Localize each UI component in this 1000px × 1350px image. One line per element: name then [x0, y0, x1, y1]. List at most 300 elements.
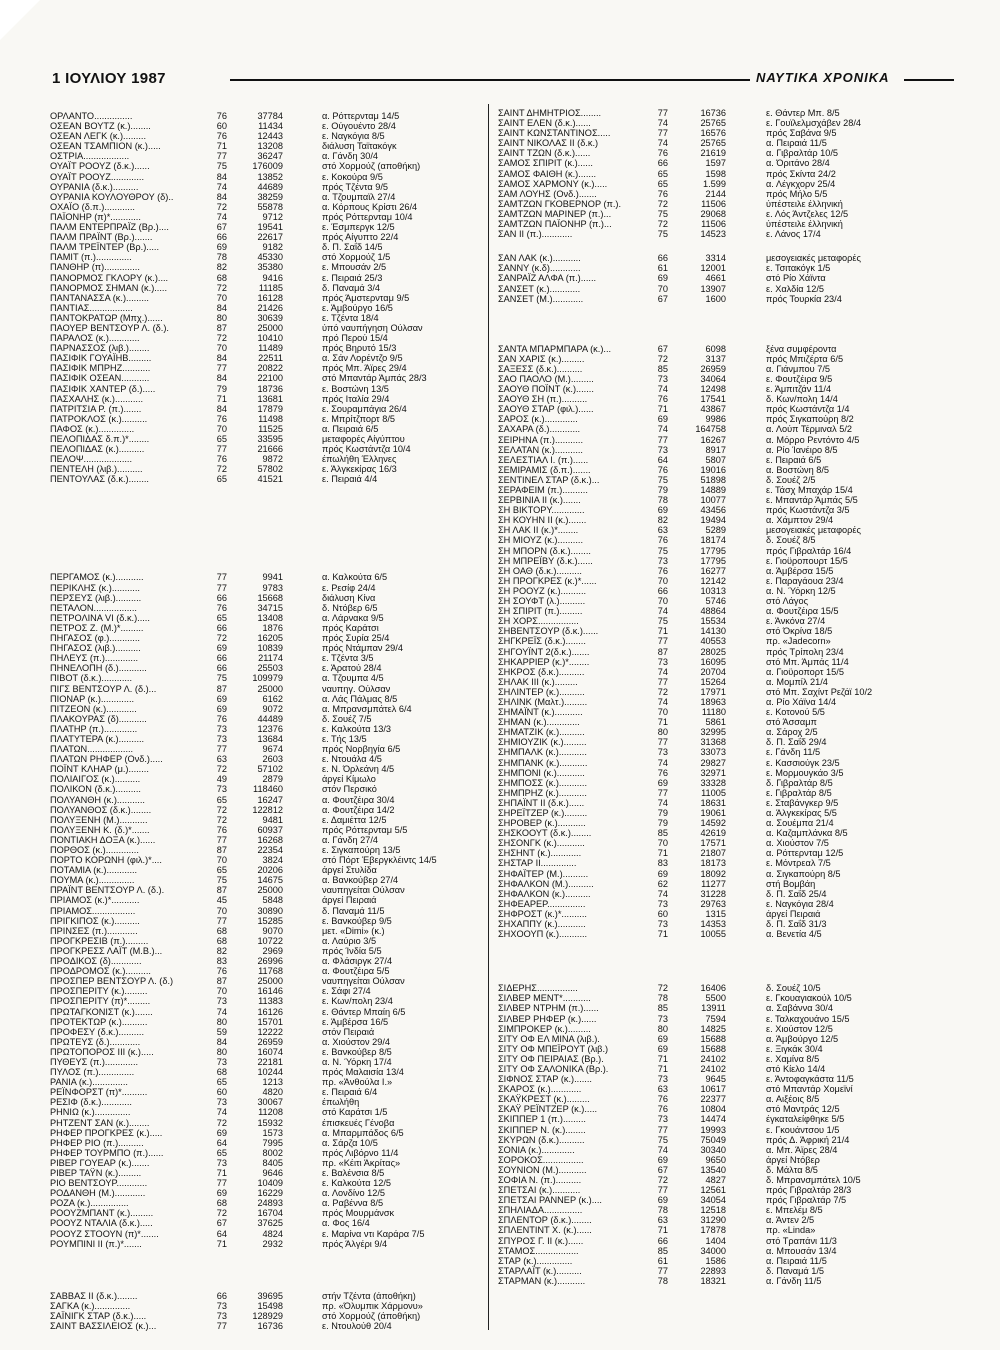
- build-year: 74: [216, 211, 227, 222]
- ship-row: [498, 384, 960, 394]
- ship-name: ΣΙΤΥ ΟΦ ΜΠΕΪΡΟΥΤ (λιβ.): [498, 1043, 609, 1054]
- ship-row: [50, 633, 480, 643]
- tonnage: 21426: [257, 302, 283, 313]
- tonnage: 19993: [700, 1124, 726, 1135]
- tonnage: 20822: [257, 363, 283, 374]
- ship-name: ΠΡΙΝΣΕΣ (π.)............: [50, 925, 138, 936]
- build-year: 77: [657, 676, 668, 687]
- ship-status: έπωλήθη: [322, 1097, 360, 1108]
- tonnage: 24102: [700, 1063, 726, 1074]
- ship-name: ΠΡΟΓΚΡΕΣΙΒ (π.).........: [50, 935, 149, 946]
- ship-status: πρός Σκίντα 24/2: [766, 168, 836, 179]
- build-year: 69: [216, 1127, 227, 1138]
- build-year: 70: [657, 707, 668, 718]
- build-year: 70: [657, 838, 668, 849]
- tonnage: 3314: [705, 253, 726, 264]
- ship-status: στό Άσσαμπ: [766, 717, 817, 728]
- ship-status: πρός Άλγέρι 9/4: [322, 1238, 388, 1249]
- build-year: 74: [657, 666, 668, 677]
- tonnage: 14889: [700, 485, 726, 495]
- build-year: 61: [657, 263, 668, 274]
- ship-name: ΣΤΑΡΛΑΪΤ (κ.)..........: [498, 1265, 582, 1276]
- ship-status: άργεί Ντόβερ: [766, 1154, 820, 1165]
- ship-name: ΣΑΞΕΣΣ (δ.κ.)..........: [498, 363, 583, 374]
- ship-status: ε. Βανκούβερ 8/5: [322, 1046, 392, 1057]
- ship-row: [50, 885, 480, 895]
- build-year: 74: [657, 696, 668, 707]
- ship-row: [498, 808, 960, 818]
- build-year: 66: [216, 592, 227, 603]
- ship-status: α. Χιούστον 7/5: [766, 838, 829, 849]
- ship-name: ΠΟΛΙΚΟΝ (δ.κ.)..........: [50, 784, 141, 795]
- ship-name: ΣΗ ΚΟΥΗΝ ΙΙ (κ.).......: [498, 515, 587, 526]
- ship-status: α. Ν. Ύόρκη 17/4: [322, 1056, 392, 1067]
- ship-name: ΠΡΩΤΟΠΟΡΟΣ III (κ.).....: [50, 1046, 154, 1057]
- ship-row: [498, 284, 960, 294]
- ship-name: ΟΥΡΑΝΙΑ ΚΟΥΛΟΥΘΡΟΥ (δ)..: [50, 191, 174, 202]
- tonnage: 43867: [700, 404, 726, 415]
- build-year: 63: [657, 525, 668, 536]
- ship-row: [498, 687, 960, 697]
- ship-name: ΣΑΝΤΑ ΜΠΑΡΜΠΑΡΑ (κ.)...: [498, 343, 612, 354]
- ship-name: ΣΤΑΡ (κ.)..............: [498, 1255, 573, 1266]
- tonnage: 26959: [257, 1036, 283, 1047]
- tonnage: 11180: [701, 707, 726, 718]
- build-year: 72: [216, 814, 227, 825]
- ship-status: στό Καράτσι 1/5: [322, 1107, 388, 1118]
- build-year: 77: [657, 1185, 668, 1196]
- tonnage: 31290: [700, 1215, 726, 1226]
- build-year: 73: [657, 747, 668, 758]
- ship-status: ε. Παραγάουα 23/4: [766, 575, 844, 586]
- ship-row: [498, 899, 960, 909]
- ship-name: ΠΙΓΣ ΒΕΝΤΣΟΥΡ Λ. (δ.)...: [50, 683, 157, 694]
- ship-status: ε. Τής 13/5: [322, 733, 367, 744]
- ship-status: ε. Έσμπεργκ 12/5: [322, 222, 395, 233]
- ship-name: ΠΛΑΤΩΝ..................: [50, 744, 134, 755]
- ship-row: [498, 515, 960, 525]
- tonnage: 176009: [252, 161, 283, 172]
- ship-status: α. Φουτζέιρα 14/2: [322, 804, 395, 815]
- build-year: 59: [216, 1026, 227, 1037]
- ship-status: α. Σάρζα 10/5: [322, 1137, 378, 1148]
- build-year: 72: [216, 764, 227, 775]
- ship-name: ΠΕΛΟΠΙΔΑΣ (κ.)..........: [50, 444, 145, 455]
- ship-name: ΣΗΜΠΑΝΚ (κ.)...........: [498, 757, 588, 768]
- ship-status: ε. Γκουαγιακούλ 10/5: [766, 993, 852, 1004]
- ship-row: [50, 212, 480, 222]
- ship-status: ε. Άμβούργο 16/5: [322, 302, 393, 313]
- ship-status: α. Σουέμπα 21/4: [766, 818, 834, 829]
- ship-name: ΠΟΛΥΑΝΘΗ (κ.)...........: [50, 794, 145, 805]
- tonnage: 16736: [700, 108, 726, 118]
- ship-name: ΣΑΪΝΙΓΚ ΣΤΑΡ (δ.κ.).....: [50, 1310, 147, 1321]
- ship-status: πρός Τουρκία 23/4: [766, 293, 842, 304]
- ship-name: ΠΡΟΣΠΕΡΙΤΥ (κ.).........: [50, 986, 148, 997]
- ship-row: [498, 1195, 960, 1205]
- ship-status: ξένα συμφέροντα: [766, 343, 837, 354]
- build-year: 76: [657, 148, 668, 159]
- ship-status: στό Ρίο Χάϊντα: [766, 273, 826, 284]
- ship-status: ε. Βοστώνη 13/5: [322, 383, 389, 394]
- ship-row: [50, 111, 480, 121]
- build-year: 72: [216, 633, 227, 644]
- build-year: 82: [216, 262, 227, 273]
- ship-row: [50, 283, 480, 293]
- ship-row: [50, 704, 480, 714]
- ship-status: α. Αιξέοις 8/5: [766, 1094, 820, 1105]
- ship-status: ε. Τσιτακόγκ 1/5: [766, 263, 831, 274]
- ship-status: πρός Μπιζέρτα 6/5: [766, 353, 844, 364]
- ship-status: α. Μπουσάν 13/4: [766, 1245, 837, 1256]
- ship-name: ΠΟΪΝΤ ΚΛΗΑΡ (μ.)........: [50, 764, 149, 775]
- build-year: 83: [216, 956, 227, 967]
- ship-name: ΠΟΛΙΑΙΓΟΣ (κ.)..........: [50, 774, 141, 785]
- ship-status: στό Πόρτ Έβεργκλέιντς 14/5: [322, 855, 437, 866]
- ship-name: ΠΡΟΤΕΚΤΩΡ (κ.)..........: [50, 1016, 148, 1027]
- ship-status: πρός Γιβραλτάρ 7/5: [766, 1195, 847, 1206]
- ship-status: πρός Ιταλία 29/4: [322, 393, 390, 404]
- ship-row: [498, 495, 960, 505]
- tonnage: 6162: [262, 693, 283, 704]
- ship-status: διάλυση Κίνα: [322, 592, 376, 603]
- ship-row: [498, 273, 960, 283]
- ship-name: ΣΑΙΝΤ ΔΗΜΗΤΡΙΟΣ........: [498, 108, 602, 118]
- ship-status: άργεί Πειραιά: [766, 908, 821, 919]
- build-year: 77: [657, 108, 668, 118]
- build-year: 85: [657, 1003, 668, 1014]
- tonnage: 33328: [700, 777, 726, 788]
- ship-status: πρός Βηρυτό 15/3: [322, 343, 397, 354]
- ship-status: στό Μπαντάρ Άμπάς 28/3: [322, 373, 427, 384]
- ship-status: ε. Θάντερ Μπ. 8/5: [766, 108, 840, 118]
- build-year: 45: [216, 895, 227, 906]
- tonnage: 17878: [700, 1225, 726, 1236]
- tonnage: 21807: [700, 848, 726, 859]
- ship-row: [50, 976, 480, 986]
- ship-name: ΣΤΑΡΜΑΝ (κ.)...........: [498, 1275, 586, 1286]
- build-year: 75: [657, 616, 668, 627]
- tonnage: 13852: [257, 171, 283, 182]
- ship-name: ΟΧΑΪΟ (δ.π.)............: [50, 201, 135, 212]
- ship-name: ΣΕΛΑΤΑΝ (κ.)...........: [498, 444, 583, 455]
- ship-row: [50, 1097, 480, 1107]
- build-year: 72: [657, 353, 668, 364]
- build-year: 69: [216, 643, 227, 654]
- build-year: 78: [657, 993, 668, 1004]
- tonnage: 18736: [257, 383, 283, 394]
- tonnage: 22100: [257, 373, 283, 384]
- ship-name: ΣΗΦΡΟΣΤ (κ.)*..........: [498, 908, 587, 919]
- build-year: 63: [657, 1084, 668, 1095]
- build-year: 73: [216, 1300, 227, 1311]
- tonnage: 11489: [258, 343, 283, 354]
- ship-name: ΡΕΣΙΦ (δ.κ.)............: [50, 1097, 132, 1108]
- ship-status: α. Φος 16/4: [322, 1218, 370, 1229]
- ship-name: ΟΥΡΑΝΙΑ (δ.κ.)..........: [50, 181, 139, 192]
- ship-row: [50, 1168, 480, 1178]
- ship-name: ΣΗΧΟΟΥΠ (κ.)...........: [498, 929, 588, 940]
- ship-row: [50, 1321, 480, 1331]
- ship-status: πρός Γιβραλτάρ 28/3: [766, 1185, 852, 1196]
- tonnage: 14474: [700, 1114, 726, 1125]
- ship-row: [498, 219, 960, 229]
- ship-name: ΡΟΟΥΖ ΝΤΑΛΙΑ (δ.κ.).....: [50, 1218, 153, 1229]
- ship-status: πρός Κωστάντζα 3/5: [766, 505, 850, 516]
- ship-name: ΠΑΣΙΦΙΚ ΧΑΝΤΕΡ (δ.).....: [50, 383, 156, 394]
- ship-row: [498, 253, 960, 263]
- ship-name: ΠΡΟΣΠΕΡ ΒΕΝΤΣΟΥΡ Λ. (δ.): [50, 976, 174, 987]
- build-year: 74: [216, 181, 227, 192]
- ship-status: ναυπηγείται Ούλσαν: [322, 885, 405, 896]
- ship-row: [50, 835, 480, 845]
- ship-row: [498, 596, 960, 606]
- ship-row: [498, 919, 960, 929]
- ship-row: [498, 667, 960, 677]
- ship-row: [498, 485, 960, 495]
- ship-row: [498, 657, 960, 667]
- build-year: 76: [657, 565, 668, 576]
- ship-row: [498, 374, 960, 384]
- ship-status: δ. Μπρανσμπάτελ 10/5: [766, 1175, 861, 1185]
- ship-status: α. Λαύριο 3/5: [322, 935, 377, 946]
- ship-status: μετ. «Dimi» (κ.): [322, 925, 385, 936]
- ship-name: ΠΑΣΙΦΙΚ ΓΟΥΑΪΗΒ.........: [50, 353, 152, 364]
- tonnage: 14825: [700, 1023, 726, 1034]
- ship-name: ΟΡΛΑΝΤΟ...............: [50, 111, 133, 121]
- tonnage: 11768: [258, 966, 283, 977]
- tonnage: 18963: [700, 696, 726, 707]
- tonnage: 37784: [257, 111, 283, 121]
- tonnage: 10722: [257, 935, 283, 946]
- ship-name: ΣΗΜΑΝ (κ.).............: [498, 717, 580, 728]
- ship-name: ΠΡΙΑΜΟΣ (κ.)*...........: [50, 895, 140, 906]
- ship-row: [50, 363, 480, 373]
- tonnage: 13911: [701, 1003, 726, 1014]
- tonnage: 51898: [700, 474, 726, 485]
- tonnage: 48864: [700, 606, 726, 617]
- ship-name: ΣΑΙΝΤ ΒΑΣΣΙΛΕΙΟΣ (κ.)...: [50, 1321, 157, 1332]
- ship-row: [498, 697, 960, 707]
- tonnage: 14130: [700, 626, 726, 637]
- build-year: 65: [657, 178, 668, 189]
- build-year: 87: [216, 322, 227, 333]
- ship-name: ΣΕΛΕΣΤΙΑΛ Ι. (π.)......: [498, 454, 589, 465]
- build-year: 83: [657, 858, 668, 869]
- ship-name: ΣΑΒΒΑΣ ΙΙ (δ.κ.)........: [50, 1290, 138, 1301]
- ship-row: [498, 1034, 960, 1044]
- ship-row: [50, 593, 480, 603]
- build-year: 64: [216, 1137, 227, 1148]
- tonnage: 10839: [257, 643, 283, 654]
- tonnage: 18173: [700, 858, 726, 869]
- ship-row: [498, 199, 960, 209]
- build-year: 67: [657, 343, 668, 354]
- ship-row: [498, 869, 960, 879]
- ship-row: [498, 636, 960, 646]
- ship-status: πρ. «Jadecorn»: [766, 636, 831, 647]
- build-year: 68: [216, 272, 227, 283]
- column-divider: [488, 104, 489, 1330]
- ship-status: ε. Λάνος 17/4: [766, 229, 821, 240]
- ship-status: πρός Μήλο 5/5: [766, 188, 828, 199]
- build-year: 75: [657, 474, 668, 485]
- ship-status: δ. Σουέζ 2/5: [766, 474, 816, 485]
- build-year: 82: [657, 515, 668, 526]
- tonnage: 12222: [257, 1026, 283, 1037]
- build-year: 60: [216, 121, 227, 132]
- ship-row: [50, 1291, 480, 1301]
- build-year: 62: [657, 878, 668, 889]
- ship-row: [50, 895, 480, 905]
- tonnage: 1598: [705, 168, 726, 179]
- ship-status: ε. Πειραιά 6/4: [322, 1087, 378, 1098]
- build-year: 69: [657, 777, 668, 788]
- ship-row: [50, 784, 480, 794]
- ship-name: ΠΑΡΑΛΟΣ (κ.)............: [50, 333, 140, 344]
- ship-row: [50, 404, 480, 414]
- ship-row: [498, 606, 960, 616]
- tonnage: 1597: [705, 158, 726, 169]
- build-year: 65: [216, 1077, 227, 1088]
- ship-name: ΣΗΡΟΒΕΡ (κ.)...........: [498, 818, 586, 829]
- ship-name: ΣΗΚΑΡΡΙΕΡ (κ.)*........: [498, 656, 590, 667]
- ship-row: [50, 1107, 480, 1117]
- ship-status: α. Λάρνακα 9/5: [322, 612, 384, 623]
- ship-status: α. Ρίο Ίανέιρο 8/5: [766, 444, 838, 455]
- build-year: 69: [657, 1033, 668, 1044]
- build-year: 73: [657, 1114, 668, 1125]
- ship-name: ΠΙΤΖΕΟΝ (κ.)............: [50, 703, 137, 714]
- ship-row: [50, 926, 480, 936]
- build-year: 84: [216, 171, 227, 182]
- ship-status: στό Μαντράς 12/5: [766, 1104, 840, 1115]
- build-year: 87: [216, 976, 227, 987]
- ship-status: α. Σαβάννα 30/4: [766, 1003, 833, 1014]
- build-year: 69: [216, 693, 227, 704]
- ship-row: [50, 1138, 480, 1148]
- ship-row: [50, 1311, 480, 1321]
- ship-status: μεσογειακές μεταφορές: [766, 253, 861, 264]
- ship-status: ε. Τζέντα 3/5: [322, 653, 374, 664]
- ship-row: [498, 294, 960, 304]
- ship-status: α. Μπρανσμπάτελ 6/4: [322, 703, 412, 714]
- ship-name: ΣΗ ΣΟΥΦΤ (λ.)..........: [498, 596, 586, 607]
- tonnage: 37625: [257, 1218, 283, 1229]
- ship-status: ε. Χαμίνα 8/5: [766, 1053, 820, 1064]
- tonnage: 1404: [705, 1235, 726, 1246]
- ship-row: [498, 1064, 960, 1074]
- tonnage: 1876: [262, 622, 283, 633]
- tonnage: 21174: [258, 653, 283, 664]
- torn-corner: [0, 0, 40, 40]
- build-year: 69: [657, 1154, 668, 1165]
- listing-block: [50, 1291, 480, 1331]
- tonnage: 11005: [701, 787, 726, 798]
- build-year: 49: [216, 774, 227, 785]
- ship-status: ε. Θάντερ Μπαίη 6/5: [322, 1006, 406, 1017]
- ship-status: ε. Μπρίτζπορτ 8/5: [322, 413, 395, 424]
- build-year: 69: [657, 868, 668, 879]
- build-year: 71: [657, 929, 668, 940]
- build-year: 69: [216, 242, 227, 253]
- tonnage: 12142: [700, 575, 726, 586]
- ship-row: [498, 818, 960, 828]
- tonnage: 55878: [257, 201, 283, 212]
- build-year: 71: [657, 848, 668, 859]
- ship-status: α. Ρόττερνταμ 12/5: [766, 848, 844, 859]
- tonnage: 9416: [262, 272, 283, 283]
- tonnage: 16229: [257, 1188, 283, 1199]
- ship-name: ΣΠΥΡΟΣ Γ. ΙΙ (κ.)......: [498, 1235, 584, 1246]
- tonnage: 44689: [257, 181, 283, 192]
- build-year: 69: [657, 1195, 668, 1206]
- ship-status: α. Λάς Πάλμας 8/5: [322, 693, 398, 704]
- ship-row: [498, 929, 960, 939]
- ship-name: ΣΑΟ ΠΑΟΛΟ (Μ.).........: [498, 373, 594, 384]
- ship-status: πρός Καράτσι: [322, 622, 379, 633]
- ship-name: ΣΤΑΜΟΣ.................: [498, 1245, 579, 1256]
- ship-status: ε. Τάσχ Μπαχάρ 15/4: [766, 485, 853, 495]
- build-year: 73: [657, 656, 668, 667]
- tonnage: 25765: [700, 138, 726, 149]
- build-year: 87: [216, 845, 227, 855]
- build-year: 80: [657, 727, 668, 738]
- tonnage: 11506: [701, 198, 726, 209]
- ship-name: ΣΗ ΣΠΙΡΙΤ (π.).........: [498, 606, 583, 617]
- ship-row: [50, 815, 480, 825]
- build-year: 80: [657, 1023, 668, 1034]
- build-year: 80: [216, 1046, 227, 1057]
- ship-name: ΠΑΛΜ ΠΡΑΪΝΤ (Βρ.).......: [50, 232, 153, 243]
- tonnage: 33073: [700, 747, 726, 758]
- ship-name: ΡΟΥΜΠΙΝΙ ΙΙ (π.)*.......: [50, 1238, 142, 1249]
- ship-name: ΣΕΝΤΙΝΕΛ ΣΤΑΡ (δ.κ.)...: [498, 474, 600, 485]
- ship-status: πρό Περού 15/4: [322, 333, 388, 344]
- ship-row: [50, 845, 480, 855]
- ship-row: [50, 1198, 480, 1208]
- ship-name: ΣΚΑΫΚΡΕΣΤ (κ.).........: [498, 1094, 590, 1105]
- ship-name: ΠΑΝΟΡΜΟΣ ΓΚΛΟΡΥ (κ.)....: [50, 272, 169, 283]
- ship-status: δ. Παναμά 11/5: [322, 905, 385, 916]
- ship-row: [50, 694, 480, 704]
- ship-row: [498, 1246, 960, 1256]
- ship-name: ΣΗΜΑΪΝΤ (κ.)...........: [498, 707, 583, 718]
- tonnage: 29827: [700, 757, 726, 768]
- ship-row: [50, 232, 480, 242]
- build-year: 74: [216, 1107, 227, 1118]
- ship-name: ΣΠΗΛΙΑΔΑ...............: [498, 1205, 583, 1216]
- build-year: 67: [657, 293, 668, 304]
- build-year: 77: [216, 834, 227, 845]
- ship-row: [50, 1208, 480, 1218]
- ship-row: [498, 189, 960, 199]
- build-year: 69: [657, 505, 668, 516]
- ship-row: [50, 613, 480, 623]
- magazine-title: ΝΑΥΤΙΚΑ ΧΡΟΝΙΚΑ: [756, 70, 890, 85]
- tonnage: 35380: [257, 262, 283, 273]
- ship-row: [50, 464, 480, 474]
- ship-name: ΣΗΦΑΛΚΟΝ (Μ.)..........: [498, 878, 594, 889]
- build-year: 73: [657, 919, 668, 930]
- build-year: 79: [657, 485, 668, 495]
- ship-name: ΣΙΤΥ ΟΦ ΠΕΙΡΑΙΑΣ (Βρ.).: [498, 1053, 604, 1064]
- ship-name: ΠΕΤΡΟΣ Ζ. (Μ.)*.........: [50, 622, 144, 633]
- ship-name: ΣΗ ΡΟΟΥΖ (κ.)..........: [498, 585, 587, 596]
- ship-status: ε. Μπελέμ 8/5: [766, 1205, 823, 1216]
- ship-name: ΣΕΙΡΗΝΑ (π.)...........: [498, 434, 584, 445]
- tonnage: 22377: [700, 1094, 726, 1105]
